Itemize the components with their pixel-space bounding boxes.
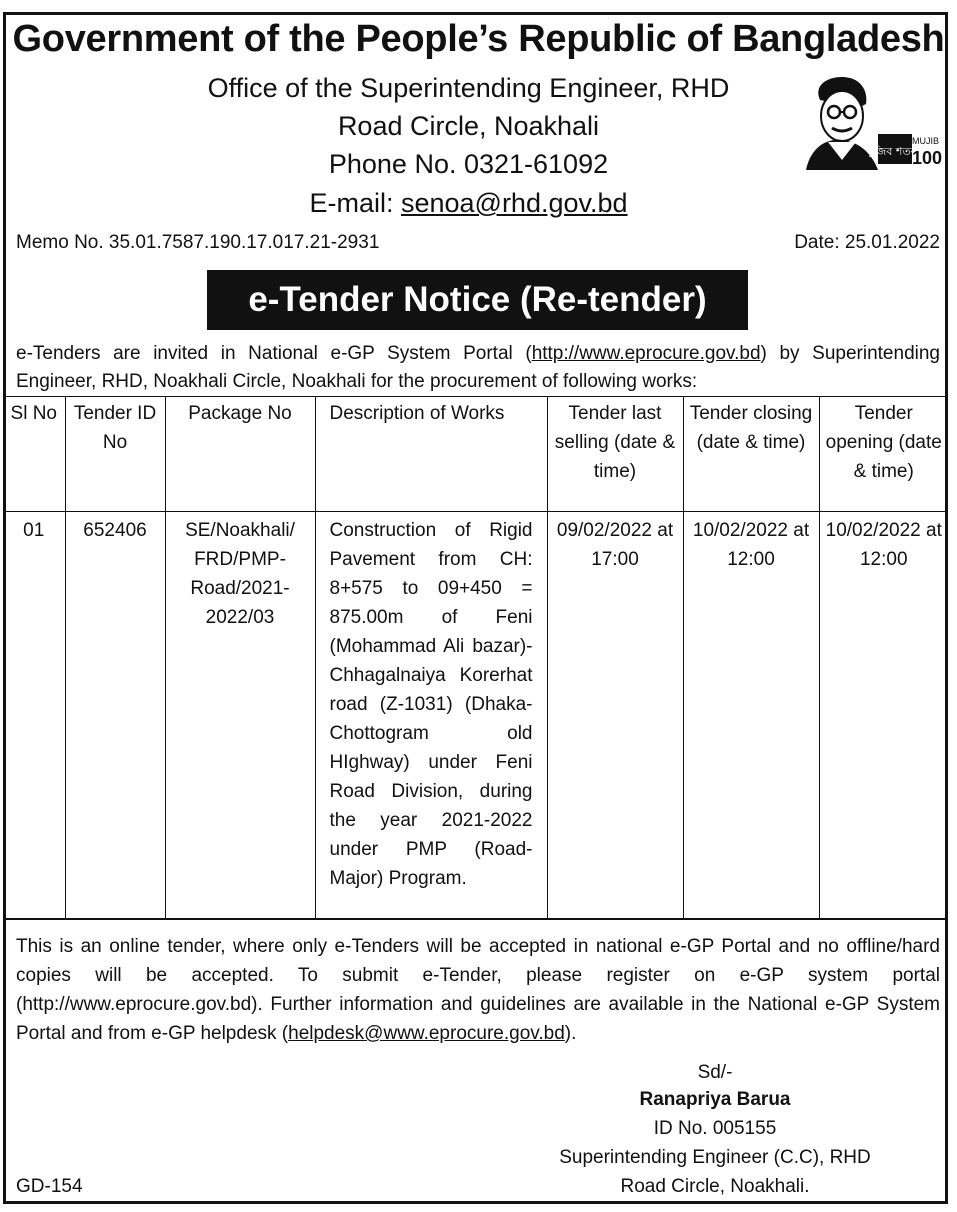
government-title: Government of the People’s Republic of Bangladesh	[12, 18, 945, 60]
office-name: Office of the Superintending Engineer, RHD	[207, 73, 730, 103]
email-line	[0, 184, 947, 222]
intro-paragraph	[16, 340, 940, 396]
mujib-text: MUJIB	[912, 136, 939, 146]
cell-tender-id: 652406	[65, 512, 165, 920]
signature-sd: Sd/-	[697, 1062, 733, 1083]
signatory-designation: Superintending Engineer (C.C), RHD	[559, 1147, 871, 1168]
table-row	[3, 512, 948, 920]
tender-table	[3, 396, 948, 920]
signatory-id: ID No. 005155	[653, 1118, 777, 1139]
email-link[interactable]: senoa@rhd.gov.bd	[400, 188, 628, 218]
header-closing: Tender closing (date & time)	[683, 397, 819, 512]
cell-selling: 09/02/2022 at 17:00	[547, 512, 683, 920]
mujib-bangla-text: মুজিব শতবর্ষ	[867, 145, 923, 158]
header-description: Description of Works	[315, 397, 547, 512]
intro-text: e-Tenders are invited in National e-GP System Portal (	[16, 343, 532, 364]
hundred-text: 100	[912, 148, 943, 168]
cell-sl: 01	[3, 512, 65, 920]
table-header-row	[3, 397, 948, 512]
online-tender-paragraph	[16, 932, 940, 1048]
signatory-name: Ranapriya Barua	[639, 1089, 791, 1110]
header-tender-id: Tender ID No	[65, 397, 165, 512]
cell-closing: 10/02/2022 at 12:00	[683, 512, 819, 920]
helpdesk-link[interactable]: helpdesk@www.eprocure.gov.bd	[288, 1023, 565, 1044]
memo-row	[16, 232, 940, 254]
eprocure-link[interactable]: http://www.eprocure.gov.bd	[531, 343, 761, 364]
circle-name: Road Circle, Noakhali	[337, 111, 600, 141]
header-package: Package No	[165, 397, 315, 512]
footer-text: This is an online tender, where only e-Tenders will be accepted in national e-GP Portal and no offline/hard copies will be accepted. To submit e-Tender, please register on e-GP system portal (http://www.eprocure.gov.bd). Further information and guidelines are available in the National e-GP System Portal and from e-GP helpdesk (	[16, 936, 940, 1044]
intro-text-end: ) by Superintending Engineer, RHD, Noakhali Circle, Noakhali for the procurement of following works:	[16, 343, 940, 392]
signatory-location: Road Circle, Noakhali.	[620, 1176, 810, 1197]
header-selling: Tender last selling (date & time)	[547, 397, 683, 512]
email-label: E-mail:	[309, 188, 401, 218]
mujib-100-logo	[798, 72, 943, 172]
phone-number: Phone No. 0321-61092	[328, 149, 609, 179]
header-sl: Sl No	[3, 397, 65, 512]
footer-text-end: ).	[564, 1023, 577, 1044]
cell-description: Construction of Rigid Pavement from CH: 8+575 to 09+450 = 875.00m of Feni (Mohammad Ali bazar)-Chhagalnaiya Korerhat road (Z-1031) (Dhaka-Chottogram old HIghway) under Feni Road Division, during the year 2021-2022 under PMP (Road-Major) Program.	[315, 512, 547, 920]
notice-banner: e-Tender Notice (Re-tender)	[207, 270, 748, 330]
memo-date: Date: 25.01.2022	[794, 232, 940, 253]
memo-number: Memo No. 35.01.7587.190.17.017.21-2931	[16, 232, 380, 253]
cell-package: SE/Noakhali/ FRD/PMP-Road/2021-2022/03	[165, 512, 315, 920]
cell-opening: 10/02/2022 at 12:00	[819, 512, 948, 920]
gd-code: GD-154	[16, 1176, 83, 1197]
header-opening: Tender opening (date & time)	[819, 397, 948, 512]
